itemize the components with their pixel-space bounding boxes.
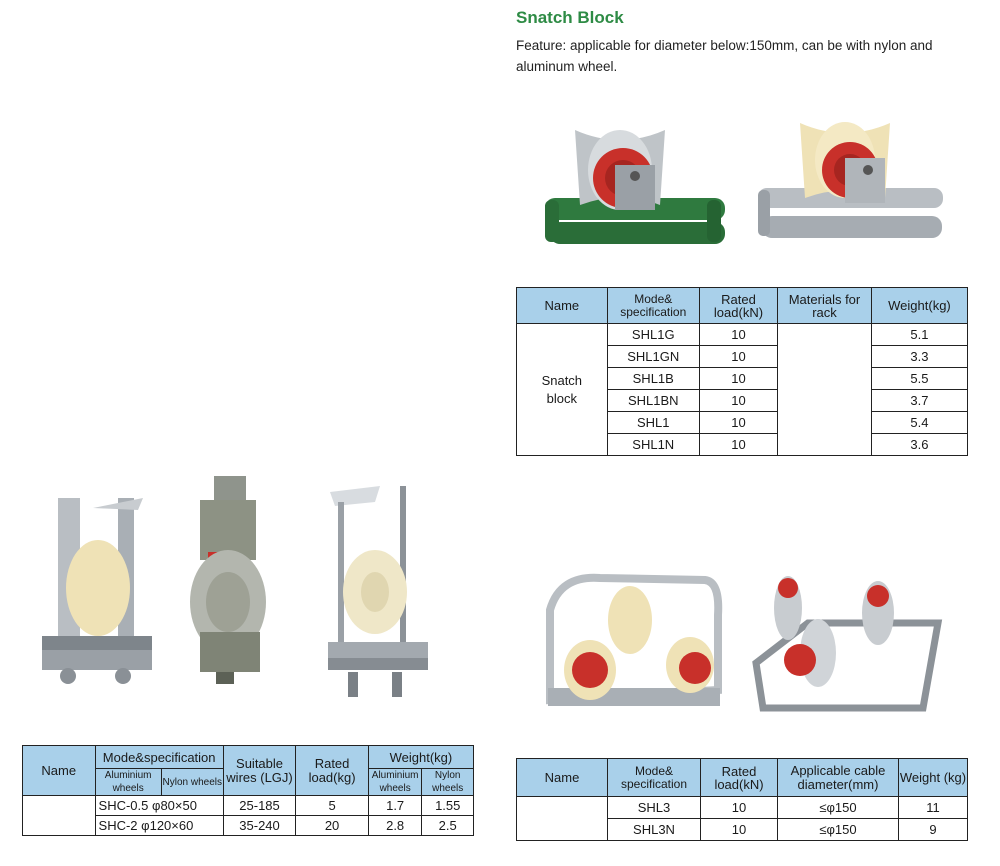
weight-ny-cell: 2.5: [422, 816, 474, 836]
triple-roller-aluminium-photo: [748, 568, 948, 718]
sub-nylon: Nylon wheels: [161, 769, 223, 796]
col-weight: Weight (kg): [899, 759, 968, 797]
green-frame-snatch-block-photo: [535, 110, 730, 260]
col-load: Rated load(kN): [699, 288, 777, 324]
load-cell: 10: [699, 434, 777, 456]
spec: φ120×60: [141, 818, 194, 833]
model-cell: SHL1G: [607, 324, 699, 346]
weight-cell: 5.5: [871, 368, 967, 390]
load-cell: 10: [699, 346, 777, 368]
load-cell: 10: [699, 412, 777, 434]
model: SHC-0.5: [98, 798, 149, 813]
weight-cell: 11: [899, 797, 968, 819]
diameter-cell: ≤φ150: [778, 797, 899, 819]
model-cell: SHL3N: [608, 819, 701, 841]
col-load: Rated load(kN): [701, 759, 778, 797]
load-cell: 10: [699, 390, 777, 412]
load-cell: 20: [296, 816, 369, 836]
snatch-block-spec-table: [516, 287, 968, 456]
model: SHC-2: [98, 818, 138, 833]
load-cell: 5: [296, 796, 369, 816]
model-cell: SHL1BN: [607, 390, 699, 412]
col-diameter: Applicable cable diameter(mm): [778, 759, 899, 797]
diameter-cell: ≤φ150: [778, 819, 899, 841]
hanging-block-spec-table: [22, 745, 474, 836]
name-cell: Snatch block: [517, 324, 608, 456]
hanging-block-enclosed-photo: [186, 472, 266, 697]
weight-cell: 9: [899, 819, 968, 841]
feature-text: Feature: applicable for diameter below:150mm, can be with nylon and aluminum wheel.: [516, 38, 933, 74]
load-cell: 10: [701, 797, 778, 819]
weight-al-cell: 2.8: [368, 816, 422, 836]
col-name: Name: [517, 288, 608, 324]
name-cell: [23, 796, 96, 836]
model-cell: SHL1B: [607, 368, 699, 390]
triple-roller-spec-table: [516, 758, 968, 841]
rack-cell: [778, 324, 872, 456]
col-rack: Materials for rack: [778, 288, 872, 324]
sub-nylon-weight: Nylon wheels: [422, 769, 474, 796]
name-cell: [517, 797, 608, 841]
model-cell: SHL1: [607, 412, 699, 434]
model-cell: SHL1N: [607, 434, 699, 456]
sub-aluminium: Aluminium wheels: [95, 769, 161, 796]
weight-cell: 3.6: [871, 434, 967, 456]
col-name: Name: [517, 759, 608, 797]
col-wires: Suitable wires (LGJ): [223, 746, 296, 796]
wires-cell: 25-185: [223, 796, 296, 816]
page-title: Snatch Block: [516, 8, 624, 27]
model-spec-cell: [95, 816, 223, 836]
col-name: Name: [23, 746, 96, 796]
hanging-block-open-photo: [320, 482, 430, 707]
sub-aluminium-weight: Aluminium wheels: [368, 769, 422, 796]
hanging-block-nylon-photo: [38, 488, 158, 688]
load-cell: 10: [699, 324, 777, 346]
col-model: Mode& specification: [607, 288, 699, 324]
weight-cell: 5.4: [871, 412, 967, 434]
spec: φ80×50: [152, 798, 197, 813]
model-cell: SHL3: [608, 797, 701, 819]
weight-cell: 5.1: [871, 324, 967, 346]
load-cell: 10: [699, 368, 777, 390]
weight-cell: 3.3: [871, 346, 967, 368]
model-cell: SHL1GN: [607, 346, 699, 368]
col-weight: Weight(kg): [871, 288, 967, 324]
silver-frame-nylon-wheel-photo: [750, 108, 950, 263]
weight-al-cell: 1.7: [368, 796, 422, 816]
model-spec-cell: [95, 796, 223, 816]
load-cell: 10: [701, 819, 778, 841]
col-model: Mode&specification: [95, 746, 223, 769]
wires-cell: 35-240: [223, 816, 296, 836]
triple-roller-nylon-photo: [540, 570, 725, 720]
col-load: Rated load(kg): [296, 746, 369, 796]
weight-ny-cell: 1.55: [422, 796, 474, 816]
weight-cell: 3.7: [871, 390, 967, 412]
col-model: Mode& specification: [608, 759, 701, 797]
col-weight: Weight(kg): [368, 746, 473, 769]
